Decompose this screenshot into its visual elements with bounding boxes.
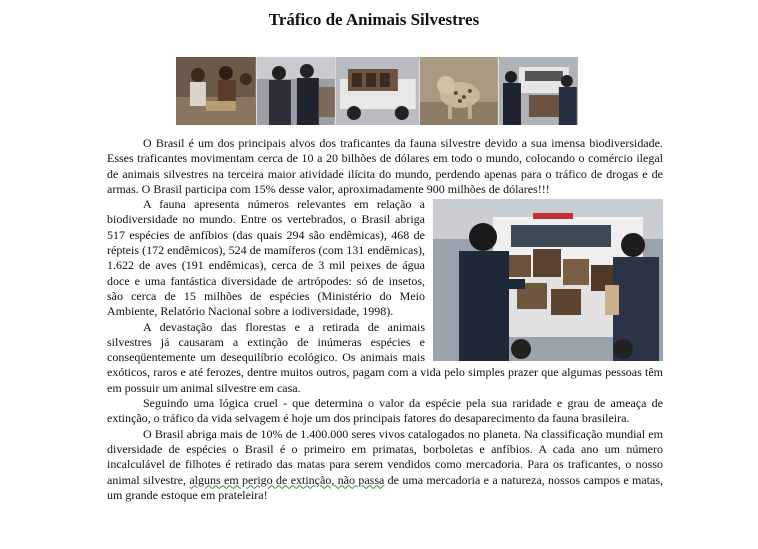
banner-photo-market (176, 57, 256, 125)
photo-police-truck-cages (433, 199, 663, 361)
page-title: Tráfico de Animais Silvestres (268, 10, 480, 29)
banner-photo-police (257, 57, 335, 125)
paragraph-2: A fauna apresenta números relevantes em relação a biodiversidade no mundo. Entre os vertebrados, o Brasil abriga 517 espécies de anfíbios (das quais 294 são endêmicas), 468 de répteis (172 endêmicos), 524 de mamíferos (com 131 endêmicas), 1.622 de aves (191 endêmicas), cerca de 3 mil peixes de água doce e uma fantástica diversidade de artrópodes: só de insetos, são cerca de 15 milhões de espécies (Ministério do Meio Ambiente, Relatório Nacional sobre a iodiversidade, 1998). (107, 197, 425, 319)
paragraph-5-part-3: de uma mercadoria e a natureza, nossos campos e matas, um grande estoque em prateleira! (107, 472, 663, 502)
paragraph-3: A devastação das florestas e a retirada de animais silvestres já causaram a extinção de inúmeras espécies e conseqüentemente um desequilíbrio ecológico. Os animais mais exóticos, raros e até ferozes, dentre muitos outros, pagam com a vida pelo simples prazer que algumas pessoas têm em possuir um animal silvestre em casa. (107, 319, 663, 395)
paragraph-5 (107, 427, 663, 503)
paragraph-5-underlined: alguns em perigo de extinção, não passa (189, 472, 385, 487)
banner-photo-police-truck (499, 57, 578, 125)
banner-photo-truck (336, 57, 420, 125)
paragraph-5-part-1: O Brasil abriga mais de 10% de 1.400.000 seres vivos catalogados no planeta. Na classificação mundial em diversidade de espécies o Brasil é o primeiro em primatas, borboletas e anfíbios. A cada ano um número incalculável de filhotes é retirado das matas para serem vendidos como mercadoria. Para os traficantes, o nosso animal silvestre, (107, 426, 663, 487)
photo-banner (176, 57, 578, 125)
paragraph-4: Seguindo uma lógica cruel - que determina o valor da espécie pela sua raridade e grau de ameaça de extinção, o tráfico da vida selvagem é hoje um dos principais fatores do desaparecimento da fauna brasileira. (107, 396, 663, 426)
paragraph-1: O Brasil é um dos principais alvos dos traficantes da fauna silvestre devido a sua imensa biodiversidade. Esses traficantes movimentam cerca de 10 a 20 bilhões de dólares em todo o mundo, colocando o comércio ilegal de animais silvestres na terceira maior atividade ilícita do mundo, perdendo apenas para o tráfico de drogas e de armas. O Brasil participa com 15% desse valor, aproximadamente 900 milhões de dólares!!! (107, 136, 663, 196)
banner-photo-wildcat (420, 57, 498, 125)
article-body (107, 136, 663, 503)
